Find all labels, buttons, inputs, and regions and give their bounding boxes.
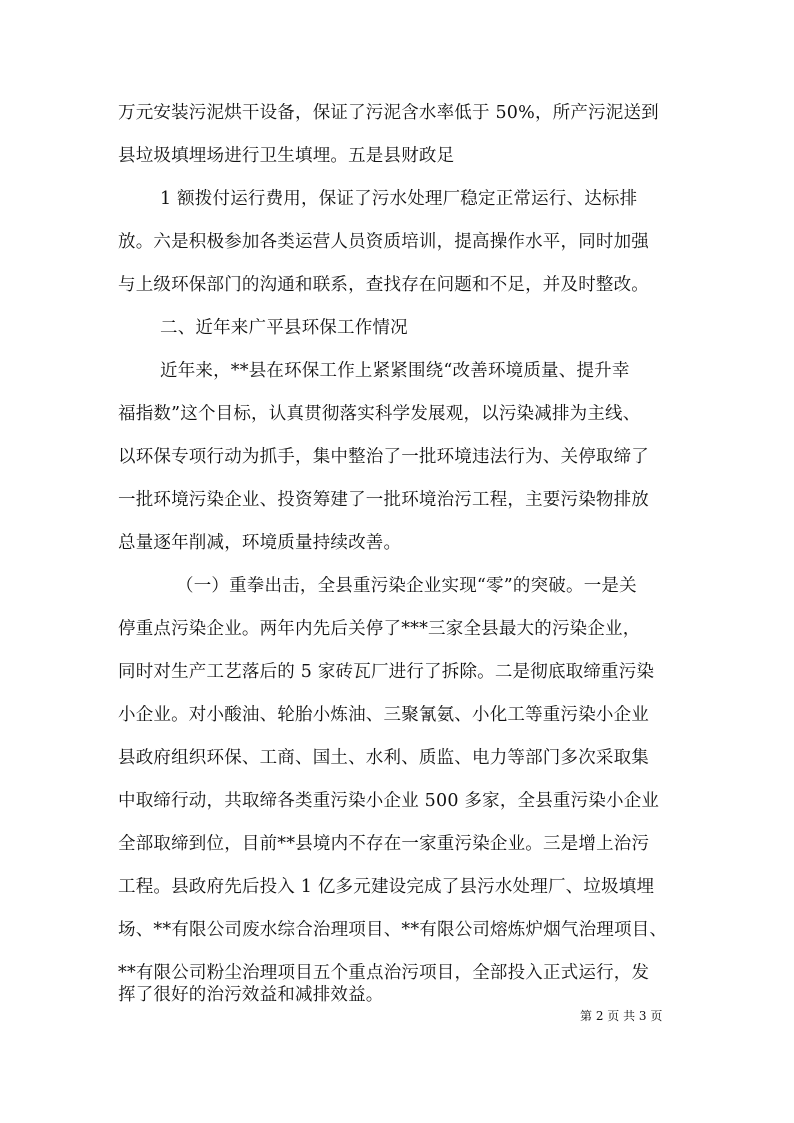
section-heading: 二、近年来广平县环保工作情况: [160, 318, 408, 338]
text-line: 以环保专项行动为抓手，集中整治了一批环境违法行为、关停取缔了: [118, 447, 649, 467]
text-line: 工程。县政府先后投入 1 亿多元建设完成了县污水处理厂、垃圾填埋: [118, 877, 655, 897]
text-line: 小企业。对小酸油、轮胎小炼油、三聚氰氨、小化工等重污染小企业: [118, 705, 649, 725]
text-line: （一）重拳出击，全县重污染企业实现“零”的突破。一是关: [176, 576, 637, 596]
text-line: 场、**有限公司废水综合治理项目、**有限公司熔炼炉烟气治理项目、: [118, 920, 668, 940]
text-line: 中取缔行动，共取缔各类重污染小企业 500 多家，全县重污染小企业: [118, 791, 660, 811]
text-line: **有限公司粉尘治理项目五个重点治污项目，全部投入正式运行，发: [118, 963, 650, 983]
text-line: 一批环境污染企业、投资筹建了一批环境治污工程，主要污染物排放: [118, 490, 649, 510]
text-line: 全部取缔到位，目前**县境内不存在一家重污染企业。三是增上治污: [118, 834, 650, 854]
text-line: 放。六是积极参加各类运营人员资质培训，提高操作水平，同时加强: [118, 232, 649, 252]
text-line: 1 额拨付运行费用，保证了污水处理厂稳定正常运行、达标排: [160, 189, 638, 209]
text-line: 万元安装污泥烘干设备，保证了污泥含水率低于 50%，所产污泥送到: [118, 103, 659, 123]
text-line: 挥了很好的治污效益和减排效益。: [118, 985, 384, 1005]
page-number: 第 2 页 共 3 页: [580, 1009, 663, 1023]
text-line: 近年来，**县在环保工作上紧紧围绕“改善环境质量、提升幸: [160, 361, 630, 381]
text-line: 停重点污染企业。两年内先后关停了***三家全县最大的污染企业，: [118, 619, 641, 639]
text-line: 福指数”这个目标，认真贯彻落实科学发展观，以污染减排为主线、: [118, 404, 641, 424]
text-line: 与上级环保部门的沟通和联系，查找存在问题和不足，并及时整改。: [118, 275, 649, 295]
text-line: 县政府组织环保、工商、国土、水利、质监、电力等部门多次采取集: [118, 748, 649, 768]
text-line: 总量逐年削减，环境质量持续改善。: [118, 533, 402, 553]
text-line: 同时对生产工艺落后的 5 家砖瓦厂进行了拆除。二是彻底取缔重污染: [118, 662, 655, 682]
text-line: 县垃圾填埋场进行卫生填埋。五是县财政足: [118, 146, 455, 166]
